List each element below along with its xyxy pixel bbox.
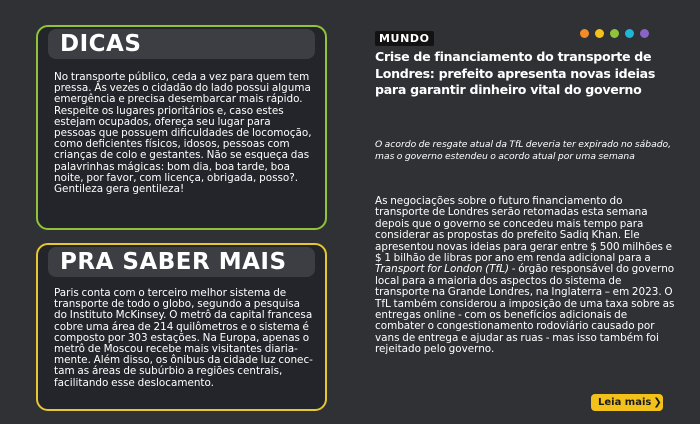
article-body-part2: - órgão responsável do governo local para a maioria dos aspectos do sistema de transporte na Grande Londres, na Inglaterra – em 2023. O TfL também considerou a imposição de uma taxa sobre as entregas online - com os benefícios adicionais de combater o congestionamento rodoviário causado por vans de entrega e ajudar as ruas - mas isso também foi rejeitado pelo governo. bbox=[375, 263, 675, 356]
purple-dot-icon bbox=[640, 29, 649, 38]
yellow-dot-icon bbox=[595, 29, 604, 38]
color-dots bbox=[580, 29, 649, 38]
more-info-title: PRA SABER MAIS bbox=[48, 247, 315, 277]
read-more-label: Leia mais bbox=[598, 397, 652, 408]
article-body-part1: As negociações sobre o futuro financiamento do transporte de Londres serão retomadas esta semana depois que o governo se concedeu mais tempo para considerar as propostas do prefeito Sadiq Khan. Ele apresentou novas ideias para gerar entre $ 500 milhões e $ 1 bilhão de libras por ano em renda adicional para a bbox=[375, 195, 673, 265]
orange-dot-icon bbox=[580, 29, 589, 38]
more-info-card bbox=[36, 243, 327, 411]
article-standfirst: O acordo de resgate atual da TfL deveria ter expirado no sábado, mas o governo estendeu o acordo atual por uma semana bbox=[375, 139, 672, 162]
read-more-button[interactable] bbox=[591, 394, 663, 411]
blue-dot-icon bbox=[625, 29, 634, 38]
article-headline: Crise de financiamento do transporte de Londres: prefeito apresenta novas ideias para garantir dinheiro vital do governo bbox=[375, 49, 656, 97]
chevron-right-icon: ❯ bbox=[653, 397, 662, 408]
more-info-body: Paris conta com o terceiro melhor sistema de transporte de todo o globo, segundo a pesquisa do Instituto McKinsey. O metrô da capital francesa cobre uma área de 214 quilômetros e o sistema é composto por 303 estações. Na Europa, apenas o metrô de Moscou recebe mais visitantes diaria-mente. Além disso, os ônibus da cidade luz conec-tam as áreas de subúrbio a regiões centrais, facilitando esse deslocamento. bbox=[54, 287, 313, 389]
section-badge: MUNDO bbox=[375, 31, 434, 46]
green-dot-icon bbox=[610, 29, 619, 38]
article-body bbox=[375, 196, 675, 356]
tips-title: DICAS bbox=[48, 29, 315, 59]
tips-card bbox=[36, 25, 327, 230]
article-body-tfl: Transport for London (TfL) bbox=[375, 263, 510, 276]
tips-body: No transporte público, ceda a vez para quem tem pressa. Às vezes o cidadão do lado possui alguma emergência e precisa desembarcar mais rápido. Respeite os lugares prioritários e, caso estes estejam ocupados, ofereça seu lugar para pessoas que possuem dificuldades de locomoção, como deficientes físicos, idosos, pessoas com crianças de colo e gestantes. Não se esqueça das palavrinhas mágicas: bom dia, boa tarde, boa noite, por favor, com licença, obrigada, posso?. Gentileza gera gentileza! bbox=[54, 71, 312, 196]
